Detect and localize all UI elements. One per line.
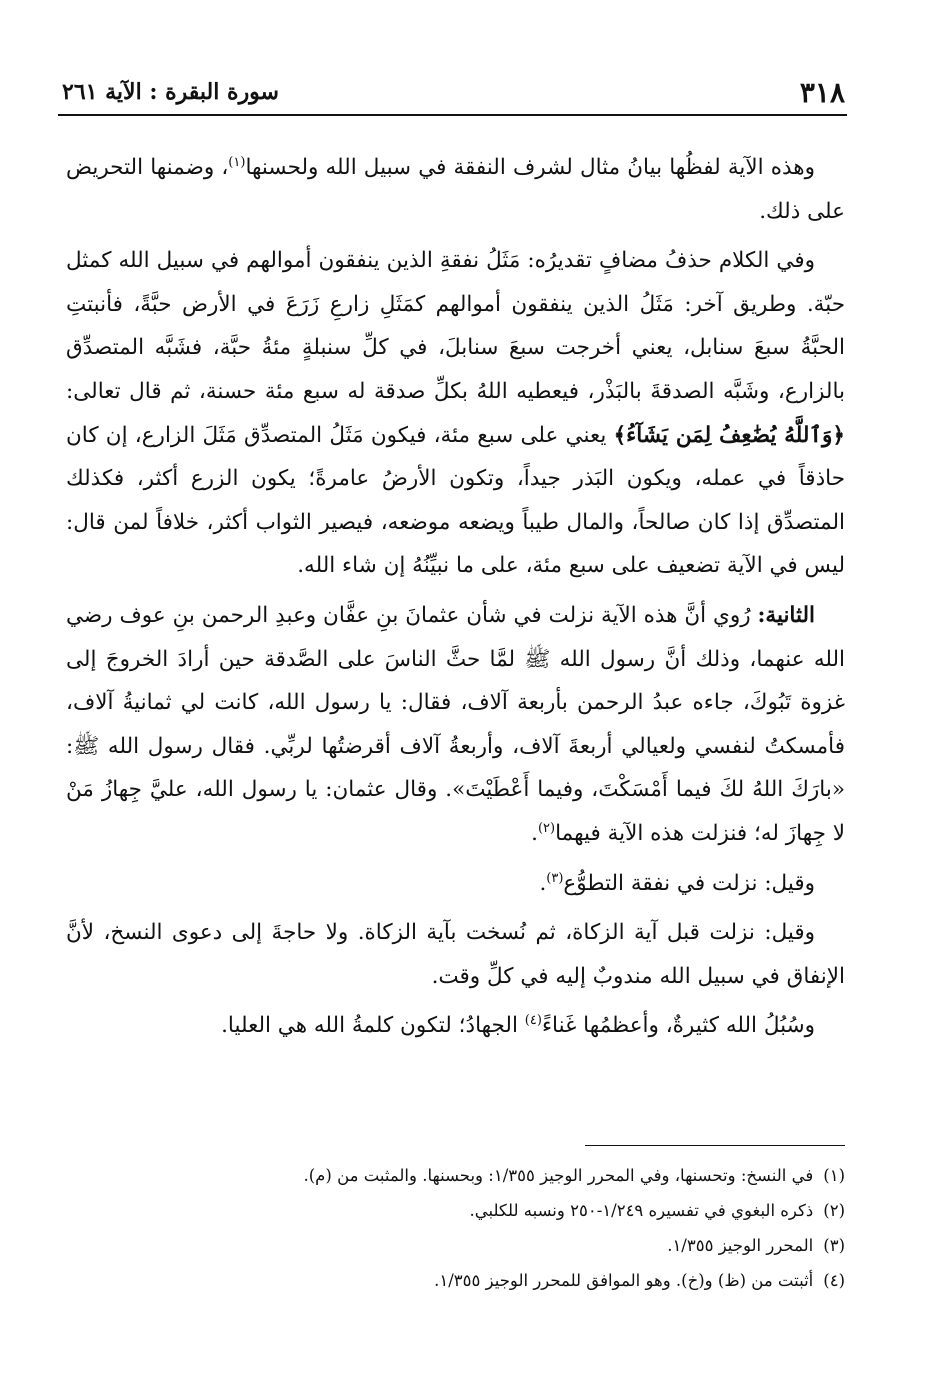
paragraph [66,146,845,233]
footnote-number: (١) [823,1166,845,1185]
header-rule [58,114,847,116]
paragraph [66,1004,845,1048]
paragraph [66,239,845,588]
footnote-ref: (٢) [537,820,556,836]
text-run: رُوي أنَّ هذه الآية نزلت في شأن عثمانَ بنِ عفَّان وعبدِ الرحمن بنِ عوف رضي الله عنهما، وذلك أنَّ رسول الله ﷺ لمَّا حثَّ الناسَ على الصَّدقة حين أرادَ الخروجَ إلى غزوة تَبُوكَ، جاءه عبدُ الرحمن بأربعة آلاف، فقال: يا رسول الله، كانت لي ثمانيةُ آلاف، فأمسكتُ لنفسي ولعيالي أربعةَ آلاف، وأربعةُ آلاف أقرضتُها لربِّي. فقال رسول الله ﷺ: «بارَكَ اللهُ لكَ فيما أَمْسَكْتَ، وفيما أَعْطَيْتَ». وقال عثمان: يا رسول الله، عليَّ جِهازُ مَنْ لا جِهازَ له؛ فنزلت هذه الآية فيهما [66,602,845,846]
text-run: ، وضمنها التحريض على ذلك. [66,155,845,224]
page-number: ٣١٨ [799,75,845,109]
footnote-text: أثبتت من (ظ) و(خ). وهو الموافق للمحرر الوجيز ١/٣٥٥. [434,1271,814,1290]
footnote-ref: (٤) [524,1013,542,1029]
footnote [66,1228,845,1263]
text-run: . [531,820,538,846]
text-run: وقيل: نزلت في نفقة التطوُّع [563,870,815,896]
text-run: وقيل: نزلت قبل آية الزكاة، ثم نُسخت بآية الزكاة. ولا حاجةَ إلى دعوى النسخ، لأنَّ الإنفاق في سبيل الله مندوبٌ إليه في كلِّ وقت. [66,920,845,989]
footnote [66,1193,845,1228]
text-run: الجهادُ؛ لتكون كلمةُ الله هي العليا. [221,1013,525,1039]
main-text [66,146,845,1054]
text-run: وسُبُلُ الله كثيرةٌ، وأعظمُها غَناءً [541,1013,815,1039]
running-title: سورة البقرة : الآية ٢٦١ [62,79,279,105]
footnote-ref: (١) [228,154,246,170]
footnote-number: (٢) [823,1201,845,1220]
text-run: وهذه الآية لفظُها بيانُ مثال لشرف النفقة في سبيل الله ولحسنها [245,155,816,180]
footnote [66,1158,845,1193]
footnote-number: (٣) [823,1236,845,1255]
text-run: وفي الكلام حذفُ مضافٍ تقديرُه: مَثَلُ نفقةِ الذين ينفقون أموالهم في سبيل الله كمثل حبّة. وطريق آخر: مَثَلُ الذين ينفقون أموالهم كمَثَلِ زارعِ زَرَعَ في الأرض حبَّةً، فأنبتتِ الحبَّةُ سبعَ سنابل، يعني أخرجت سبعَ سنابلَ، في كلِّ سنبلةٍ مئةُ حبَّة، فشَبَّه المتصدِّق بالزارع، وشَبَّه الصدقةَ بالبَذْر، فيعطيه اللهُ بكلِّ صدقة له سبع مئة حسنة، ثم قال تعالى: [66,248,845,404]
text-run: . [539,870,547,896]
paragraph [66,862,845,906]
paragraph [66,594,845,856]
footnote-text: ذكره البغوي في تفسيره ١/٢٤٩-٢٥٠ ونسبه للكلبي. [469,1201,814,1220]
footnote-text: في النسخ: وتحسنها، وفي المحرر الوجيز ١/٣٥٥: وبحسنها. والمثبت من (م). [303,1166,814,1185]
page-header [62,72,845,112]
paragraph [66,911,845,998]
footnote [66,1263,845,1298]
text-run: يعني على سبع مئة، فيكون مَثَلُ المتصدِّق مَثَلَ الزارع، إن كان حاذقاً في عمله، ويكون البَذر جيداً، وتكون الأرضُ عامرةً؛ يكون الزرع أكثر، فكذلك المتصدِّق إذا كان صالحاً، والمال طيباً ويضعه موضعه، فيصير الثواب أكثر، خلافاً لمن قال: ليس في الآية تضعيف على سبع مئة، على ما نبيِّنُهُ إن شاء الله. [66,422,845,579]
footnote-number: (٤) [823,1271,845,1290]
footnote-rule [585,1145,845,1146]
footnotes [66,1158,845,1298]
quran-quote: ﴿وَٱللَّهُ يُضَٰعِفُ لِمَن يَشَآءُ﴾ [613,422,845,448]
footnote-text: المحرر الوجيز ١/٣٥٥. [667,1236,814,1255]
paragraph-lead: الثانية: [757,602,815,628]
footnote-ref: (٣) [546,870,564,886]
